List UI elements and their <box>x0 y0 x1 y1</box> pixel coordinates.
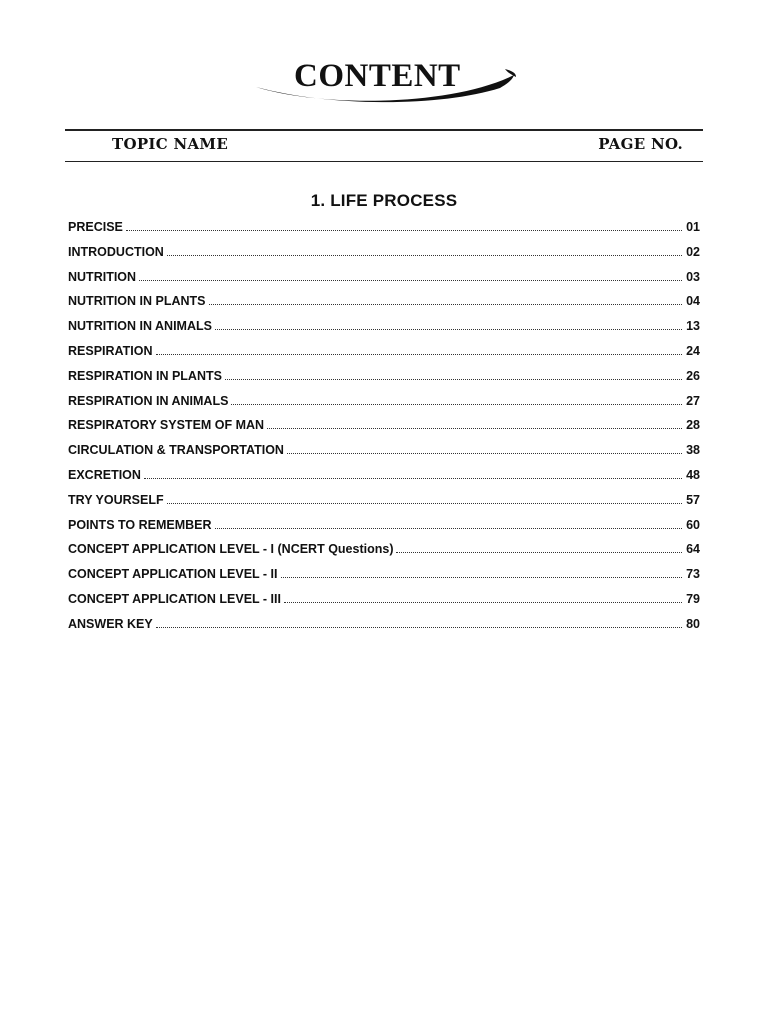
toc-entry[interactable] <box>68 493 700 518</box>
dot-leader <box>284 602 682 603</box>
dot-leader <box>144 478 682 479</box>
toc-entry-page: 27 <box>686 393 700 408</box>
toc-entry-page: 04 <box>686 294 700 309</box>
toc-entry-page: 79 <box>686 591 700 606</box>
dot-leader <box>156 627 682 628</box>
toc-entry-label: CONCEPT APPLICATION LEVEL - II <box>68 567 278 582</box>
toc-entry-label: INTRODUCTION <box>68 244 164 259</box>
toc-entry-page: 24 <box>686 343 700 358</box>
toc-entry-label: TRY YOURSELF <box>68 492 164 507</box>
toc-entry-page: 48 <box>686 467 700 482</box>
toc-entry-page: 03 <box>686 269 700 284</box>
toc-entry[interactable] <box>68 369 700 394</box>
toc-entry[interactable] <box>68 294 700 319</box>
toc-entry-page: 26 <box>686 368 700 383</box>
toc-entry[interactable] <box>68 468 700 493</box>
toc-entry-label: NUTRITION <box>68 269 137 284</box>
toc-entry-page: 38 <box>686 443 700 458</box>
toc-entry-page: 01 <box>686 220 700 234</box>
chapter-title: 1. LIFE PROCESS <box>310 191 458 210</box>
toc-entry-page: 80 <box>686 616 700 631</box>
dot-leader <box>231 404 682 405</box>
dot-leader <box>287 453 682 454</box>
toc-entry-page: 60 <box>686 517 700 532</box>
toc-entry[interactable] <box>68 592 700 617</box>
toc-entry-label: ANSWER KEY <box>68 616 153 631</box>
toc-entry-label: POINTS TO REMEMBER <box>68 517 212 532</box>
toc-entry[interactable] <box>68 617 700 642</box>
toc-entry-label: NUTRITION IN ANIMALS <box>68 319 212 334</box>
dot-leader <box>281 577 683 578</box>
dot-leader <box>126 230 682 231</box>
logo-text: CONTENT <box>294 58 461 94</box>
toc-entry[interactable] <box>68 418 700 443</box>
toc-entry[interactable] <box>68 245 700 270</box>
toc-entry-label: CONCEPT APPLICATION LEVEL - I (NCERT Questions) <box>68 542 394 557</box>
dot-leader <box>167 503 682 504</box>
toc-entry[interactable] <box>68 319 700 344</box>
toc-entry[interactable] <box>68 518 700 543</box>
toc-entry-label: RESPIRATION <box>68 343 153 358</box>
dot-leader <box>267 428 682 429</box>
table-header <box>65 129 703 162</box>
toc-entry-label: EXCRETION <box>68 467 141 482</box>
toc-entry[interactable] <box>68 542 700 567</box>
dot-leader <box>215 528 683 529</box>
toc-entry[interactable] <box>68 443 700 468</box>
content-logo <box>250 55 520 105</box>
toc-entry-page: 57 <box>686 492 700 507</box>
toc-list <box>68 220 700 642</box>
topic-name-header: TOPIC NAME <box>112 135 229 153</box>
dot-leader <box>396 552 682 553</box>
toc-entry-page: 73 <box>686 567 700 582</box>
toc-entry-page: 02 <box>686 244 700 259</box>
toc-entry-label: RESPIRATORY SYSTEM OF MAN <box>68 418 265 433</box>
dot-leader <box>156 354 683 355</box>
toc-entry[interactable] <box>68 344 700 369</box>
toc-entry[interactable] <box>68 220 700 245</box>
toc-entry-page: 28 <box>686 418 700 433</box>
dot-leader <box>215 329 682 330</box>
toc-entry-label: NUTRITION IN PLANTS <box>68 294 206 309</box>
toc-entry-page: 64 <box>686 542 700 557</box>
dot-leader <box>167 255 682 256</box>
toc-entry-label: PRECISE <box>68 220 123 234</box>
toc-entry[interactable] <box>68 394 700 419</box>
toc-entry-label: CONCEPT APPLICATION LEVEL - III <box>68 591 281 606</box>
dot-leader <box>139 280 682 281</box>
dot-leader <box>225 379 682 380</box>
toc-entry-label: RESPIRATION IN ANIMALS <box>68 393 229 408</box>
toc-entry-page: 13 <box>686 319 700 334</box>
dot-leader <box>209 304 683 305</box>
toc-entry[interactable] <box>68 567 700 592</box>
toc-entry-label: RESPIRATION IN PLANTS <box>68 368 222 383</box>
page-no-header: PAGE NO. <box>598 135 683 153</box>
toc-entry[interactable] <box>68 270 700 295</box>
toc-entry-label: CIRCULATION & TRANSPORTATION <box>68 443 284 458</box>
